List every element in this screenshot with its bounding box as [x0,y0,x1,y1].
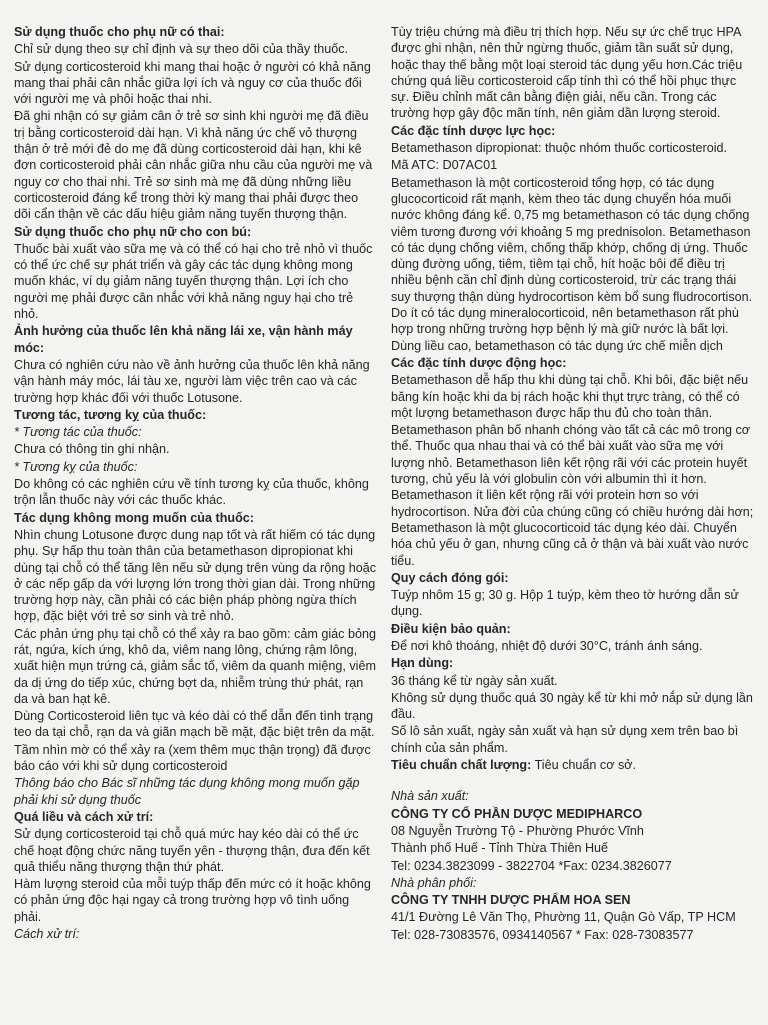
breastfeeding-paragraph: Thuốc bài xuất vào sữa mẹ và có thể có hại cho trẻ nhỏ vì thuốc có thể ức chế sự phát triển và gây các tác dụng không mong muốn khác, ví dụ giảm năng tuyến thượng thận. Lợi ích cho người mẹ phải được cân nhắc với khả năng nguy hại cho trẻ nhỏ. [14,241,373,322]
section-gap [391,774,754,788]
distributor-label: Nhà phân phối: [391,875,477,890]
interactions-heading: Tương tác, tương kỵ của thuốc: [14,407,207,422]
distributor-name: CÔNG TY TNHH DƯỢC PHẨM HOA SEN [391,893,631,908]
shelf-life-heading: Hạn dùng: [391,656,454,671]
overdose-paragraph-2: Hàm lượng steroid của mỗi tuýp thấp đến mức có ít hoặc không có phản ứng độc hại ngay cả trong trường hợp vô tình uống phải. [14,877,371,924]
driving-heading: Ảnh hưởng của thuốc lên khả năng lái xe, vận hành máy móc: [14,324,353,355]
overdose-paragraph-1: Sử dụng corticosteroid tại chỗ quá mức hay kéo dài có thể ức chế hoạt động chức năng tuyến yên - thượng thận, đưa đến kết quả thiểu năng thượng thận thứ phát. [14,827,370,874]
manufacturer-label: Nhà sản xuất: [391,789,469,804]
pregnant-paragraph-2: Sử dụng corticosteroid khi mang thai hoặc ở người có khả năng mang thai phải cân nhắc giữa lợi ích và nguy cơ của thuốc đối với người mẹ và phôi hoặc thai nhi. [14,59,371,107]
storage-heading: Điều kiện bảo quản: [391,621,511,636]
right-column [391,24,754,1025]
distributor-tel: Tel: 028-73083576, 0934140567 * Fax: 028-73083577 [391,927,694,942]
driving-paragraph: Chưa có nghiên cứu nào về ảnh hưởng của thuốc lên khả năng vận hành máy móc, lái tàu xe, người làm việc trên cao và các trường hợp khác đối với thuốc Lotusone. [14,357,370,405]
storage-paragraph: Để nơi khô thoáng, nhiệt độ dưới 30°C, tránh ánh sáng. [391,638,703,653]
interactions-paragraph-2: Do không có các nghiên cứu về tính tương kỵ của thuốc, không trộn lẫn thuốc này với các thuốc khác. [14,477,369,508]
pharmacodynamics-group: Betamethason dipropionat: thuộc nhóm thuốc corticosteroid. [391,141,728,156]
interactions-subheading-1: * Tương tác của thuốc: [14,425,142,440]
shelf-life-paragraph-2: Không sử dụng thuốc quá 30 ngày kể từ khi mở nắp sử dụng lần đầu. [391,690,753,722]
pharmacodynamics-heading: Các đặc tính dược lực học: [391,123,556,138]
manufacturer-name: CÔNG TY CỔ PHẦN DƯỢC MEDIPHARCO [391,806,643,821]
breastfeeding-heading: Sử dụng thuốc cho phụ nữ cho con bú: [14,224,252,239]
overdose-treatment-label: Cách xử trí: [14,927,80,942]
adverse-notice: Thông báo cho Bác sĩ những tác dụng không mong muốn gặp phải khi sử dụng thuốc [14,776,360,807]
packaging-paragraph: Tuýp nhôm 15 g; 30 g. Hộp 1 tuýp, kèm theo tờ hướng dẫn sử dụng. [391,588,739,619]
left-column [14,24,377,1025]
adverse-paragraph-2: Các phản ứng phụ tại chỗ có thể xảy ra bao gồm: cảm giác bỏng rát, ngứa, kích ứng, khô da, viêm nang lông, chứng rậm lông, xuất hiện mụn trứng cá, giảm sắc tố, viêm da quanh miệng, viêm da dị ứng do tiếp xúc, chứng bợt da, nhiễm trùng thứ phát, rạn da và ban hạt kê. [14,626,376,706]
pharmacodynamics-paragraph: Betamethason là một corticosteroid tổng hợp, có tác dụng glucocorticoid rất mạnh, kèm theo tác dụng chuyển hóa muối nước không đáng kể. 0,75 mg betamethason có tác dụng chống viêm tương đương với khoảng 5 mg prednisolon. Betamethason có tác dụng chống viêm, chống thấp khớp, chống dị ứng. Thuốc dùng đường uống, tiêm, tiêm tại chỗ, hít hoặc bôi để điều trị nhiều bệnh cần chỉ định dùng corticosteroid, trừ các trạng thái suy thượng thận dùng hydrocortison kèm bổ sung fludrocortison. Do ít có tác dụng mineralocorticoid, nên betamethason rất phù hợp trong những trường hợp bệnh lý mà giữ nước là bất lợi. Dùng liều cao, betamethason có tác dụng ức chế miễn dịch [391,175,753,353]
overdose-heading: Quá liều và cách xử trí: [14,809,154,824]
pregnant-paragraph-3: Đã ghi nhận có sự giảm cân ở trẻ sơ sinh khi người mẹ đã điều trị bằng corticosteroid dài hạn. Vì khả năng ức chế vỏ thượng thận ở trẻ mới đẻ do mẹ đã dùng corticosteroid dài hạn, khi kê đơn corticosteroid phải cân nhắc giữa nhu cầu của người mẹ và nguy cơ cho thai nhi. Trẻ sơ sinh mà mẹ đã dùng những liều corticosteroid đáng kể trong thời kỳ mang thai phải được theo dõi cẩn thận về các dấu hiệu giảm năng tuyến thượng thận. [14,109,373,222]
pharmacodynamics-atc: Mã ATC: D07AC01 [391,158,498,173]
adverse-paragraph-4: Tầm nhìn mờ có thể xảy ra (xem thêm mục thận trọng) đã được báo cáo với khi sử dụng corticosteroid [14,742,371,774]
manufacturer-address-2: Thành phố Huế - Tỉnh Thừa Thiên Huế [391,841,609,856]
packaging-heading: Quy cách đóng gói: [391,570,509,585]
adverse-heading: Tác dụng không mong muốn của thuốc: [14,510,254,525]
pharmacokinetics-paragraph-1: Betamethason dễ hấp thu khi dùng tại chỗ. Khi bôi, đặc biệt nếu băng kín hoặc khi da bị rách hoặc khi thụt trực tràng, có thể có một lượng betamethason được hấp thu đủ cho toàn thân. [391,373,749,420]
manufacturer-address-1: 08 Nguyễn Trường Tộ - Phường Phước Vĩnh [391,823,644,838]
shelf-life-paragraph-1: 36 tháng kể từ ngày sản xuất. [391,673,558,688]
quality-heading: Tiêu chuẩn chất lượng: [391,758,532,773]
pregnant-heading: Sử dụng thuốc cho phụ nữ có thai: [14,25,225,39]
shelf-life-paragraph-3: Số lô sản xuất, ngày sản xuất và hạn sử dụng xem trên bao bì chính của sản phẩm. [391,724,739,755]
distributor-address: 41/1 Đường Lê Văn Thọ, Phường 11, Quận Gò Vấp, TP HCM [391,910,736,925]
pharmacokinetics-paragraph-2: Betamethason phân bố nhanh chóng vào tất cả các mô trong cơ thể. Thuốc qua nhau thai và có thể bài xuất vào sữa mẹ với lượng nhỏ. Betamethason liên kết rộng rãi với các protein huyết tương, chủ yếu là với globulin còn với albumin thì ít hơn. Betamethason ít liên kết rộng rãi với protein hơn so với hydrocortison. Nửa đời của chúng cũng có chiều hướng dài hơn; Betamethason là một glucocorticoid tác dụng kéo dài. Chuyển hóa chủ yếu ở gan, nhưng cũng cả ở thận và bài xuất vào nước tiểu. [391,423,754,568]
interactions-subheading-2: * Tương kỵ của thuốc: [14,459,138,474]
treatment-paragraph: Tùy triệu chứng mà điều trị thích hợp. Nếu sự ức chế trục HPA được ghi nhận, nên thử ngừng thuốc, giảm tần suất sử dụng, hoặc thay thế bằng một loại steroid tác dụng yếu hơn.Các triệu chứng quá liều corticosteroid cấp tính thì có thể hồi phục thực sự. Điều chỉnh mất cân bằng điện giải, nếu cần. Trong các trường hợp gây độc mãn tính, nên giảm dần lượng steroid. [391,25,743,121]
quality-value: Tiêu chuẩn cơ sở. [534,758,637,773]
interactions-paragraph-1: Chưa có thông tin ghi nhận. [14,442,170,457]
adverse-paragraph-1: Nhìn chung Lotusone được dung nạp tốt và rất hiếm có tác dụng phụ. Sự hấp thu toàn thân của betamethason dipropionat khi dùng tại chỗ có thể tăng lên nếu sử dụng trên vùng da rộng hoặc ở các nếp gấp da với lượng lớn trong thời gian dài. Trong những trường hợp này, cần phải có các biện pháp phòng ngừa thích hợp, đặc biệt với trẻ sơ sinh và trẻ nhỏ. [14,527,377,624]
pregnant-paragraph-1: Chỉ sử dụng theo sự chỉ định và sự theo dõi của thầy thuốc. [14,42,349,57]
pharmacokinetics-heading: Các đặc tính dược động học: [391,355,567,370]
quality-standard [391,757,754,773]
adverse-paragraph-3: Dùng Corticosteroid liên tục và kéo dài có thể dẫn đến tình trạng teo da tại chỗ, rạn da và giãn mạch bề mặt, đặc biệt trên da mặt. [14,709,375,740]
manufacturer-tel: Tel: 0234.3823099 - 3822704 *Fax: 0234.3826077 [391,858,672,873]
